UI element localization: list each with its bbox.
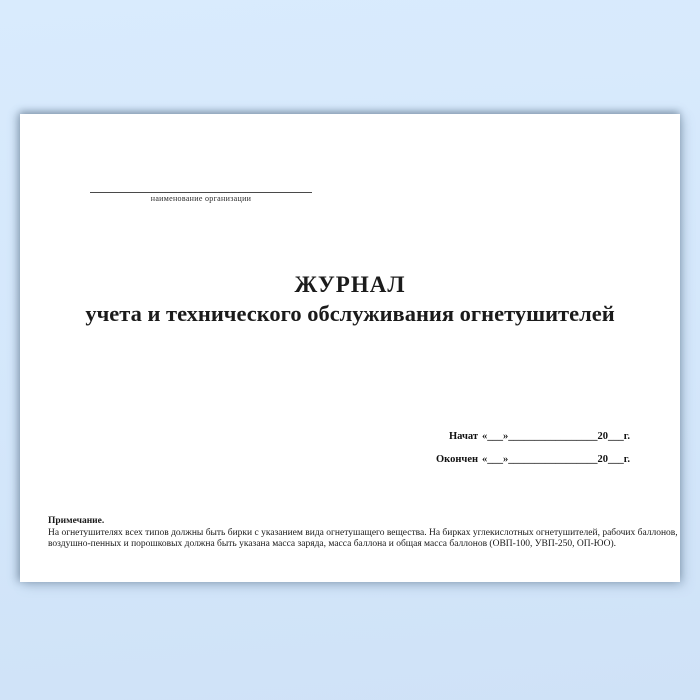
organization-name-blank-line <box>90 178 312 193</box>
title-subtitle: учета и технического обслуживания огнетушителей <box>85 301 615 326</box>
date-started-blank: «___»_________________20___г. <box>482 431 630 442</box>
journal-cover-page <box>20 114 680 582</box>
date-finished-blank: «___»_________________20___г. <box>482 454 630 465</box>
date-finished-label: Окончен <box>436 454 479 465</box>
note-text-line-1: На огнетушителях всех типов должны быть бирки с указанием вида огнетушащего вещества. На бирках углекислотных огнетушителей, рабочих баллонов, <box>48 527 678 538</box>
organization-name-caption: наименование организации <box>150 194 252 203</box>
note-heading: Примечание. <box>48 516 105 526</box>
organization-name-block <box>90 178 312 203</box>
dates-block <box>432 430 630 476</box>
note-block <box>48 516 678 551</box>
title-main: ЖУРНАЛ <box>294 272 406 297</box>
note-text-line-2: воздушно-пенных и порошковых должна быть указана масса заряда, масса баллона и общая масса баллонов (ОВП-100, УВП-250, ОП-ЮО). <box>48 539 617 549</box>
date-started-label: Начат <box>448 431 479 442</box>
date-started-row <box>432 430 630 443</box>
date-finished-row <box>432 453 630 466</box>
document-title <box>20 272 680 326</box>
